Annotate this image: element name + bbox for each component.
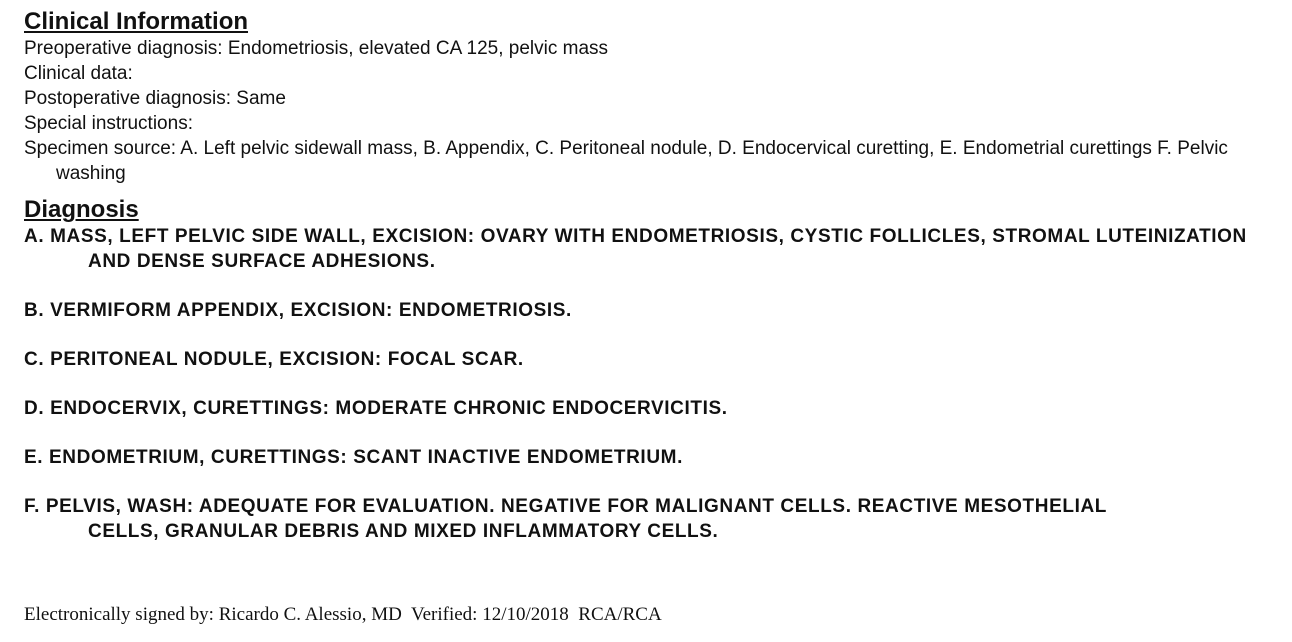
diagnosis-item-f-continuation: CELLS, GRANULAR DEBRIS AND MIXED INFLAMMATORY CELLS. [88,521,719,542]
preoperative-diagnosis-line: Preoperative diagnosis: Endometriosis, elevated CA 125, pelvic mass [24,38,609,59]
clinical-information-list [24,36,1274,186]
diagnosis-list [24,224,1274,544]
diagnosis-item-f [24,494,1274,544]
diagnosis-item-c: C. PERITONEAL NODULE, EXCISION: FOCAL SCAR. [24,349,524,370]
special-instructions-line: Special instructions: [24,113,193,134]
diagnosis-item-f-text: F. PELVIS, WASH: ADEQUATE FOR EVALUATION. NEGATIVE FOR MALIGNANT CELLS. REACTIVE MESOTHELIAL [24,496,1107,517]
electronic-signature: Electronically signed by: Ricardo C. Alessio, MD Verified: 12/10/2018 RCA/RCA [24,604,662,625]
diagnosis-item-d: D. ENDOCERVIX, CURETTINGS: MODERATE CHRONIC ENDOCERVICITIS. [24,398,728,419]
diagnosis-heading: Diagnosis [24,196,139,223]
clinical-data-line: Clinical data: [24,63,133,84]
pathology-report [24,8,1274,544]
specimen-source-line: Specimen source: A. Left pelvic sidewall mass, B. Appendix, C. Peritoneal nodule, D. Endocervical curetting, E. Endometrial curettings F. Pelvic washing [24,138,1228,184]
diagnosis-item-e: E. ENDOMETRIUM, CURETTINGS: SCANT INACTIVE ENDOMETRIUM. [24,447,683,468]
clinical-information-heading: Clinical Information [24,8,249,35]
diagnosis-item-b: B. VERMIFORM APPENDIX, EXCISION: ENDOMETRIOSIS. [24,300,572,321]
postoperative-diagnosis-line: Postoperative diagnosis: Same [24,88,286,109]
diagnosis-item-a: A. MASS, LEFT PELVIC SIDE WALL, EXCISION: OVARY WITH ENDOMETRIOSIS, CYSTIC FOLLICLES, STROMAL LUTEINIZATION AND DENSE SURFACE ADHESIONS. [24,226,1247,272]
